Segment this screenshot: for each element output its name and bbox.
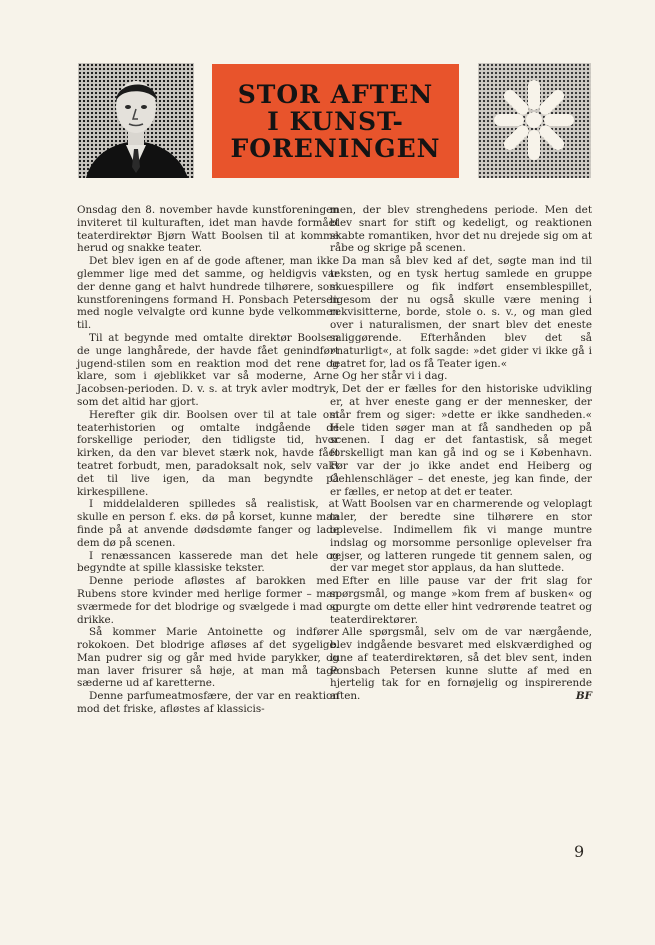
- paragraph: Det blev igen en af de gode aftener, man ikke glemmer lige med det samme, og heldigvis var der denne gang et halvt hundrede tilhørere, som kunstforeningens formand H. Ponsbach Petersen med nogle velvalgte ord kunne byde velkommen til.: [77, 255, 339, 332]
- article-column-left: [77, 204, 339, 716]
- paragraph-text: Alle spørgsmål, selv om de var nærgående, blev indgående besvaret med elskværdighed og lune af teaterdirektøren, så det blev sent, inden Ponsbach Petersen kunne slutte af med en hjertelig tak for en fornøjelig og inspirerende aften.: [330, 626, 592, 703]
- paragraph: Så kommer Marie Antoinette og indfører rokokoen. Det blodrige afløses af det sygelige. Man pudrer sig og går med hvide parykker, og man laver frisurer så høje, at man må tage sæderne ud af karetterne.: [77, 626, 339, 690]
- article-column-right: [330, 204, 592, 703]
- paragraph: Watt Boolsen var en charmerende og veloplagt taler, der beredte sine tilhørere en stor oplevelse. Indimellem fik vi mange muntre indslag og morsomme personlige oplevelser fra rejser, og latteren rungede tit gennem salen, og der var meget stor applaus, da han sluttede.: [330, 498, 592, 575]
- paragraph-last: [330, 626, 592, 703]
- title-line: STOR AFTEN: [237, 79, 434, 109]
- author-signature: BF: [575, 690, 592, 703]
- paragraph: Efter en lille pause var der frit slag for spørgsmål, og mange »kom frem af busken« og spurgte om dette eller hint vedrørende teatret og teaterdirektører.: [330, 575, 592, 626]
- paragraph: Da man så blev ked af det, søgte man ind til teksten, og en tysk hertug samlede en gruppe skuespillere og fik indført ensemblespillet, ligesom der nu også skulle være mening i rekvisitterne, borde, stole o. s. v., og man gled over i naturalismen, der snart blev det eneste saliggørende. Efterhånden blev det så »naturligt«, at folk sagde: »det gider vi ikke gå i teatret for, lad os få Teater igen.«: [330, 255, 592, 370]
- paragraph: I middelalderen spilledes så realistisk, at skulle en person f. eks. dø på korset, kunne man finde på at anvende dødsdømte fanger og lade dem dø på scenen.: [77, 498, 339, 549]
- paragraph: Og her står vi i dag.: [342, 370, 448, 383]
- paragraph: men, der blev strenghedens periode. Men det blev snart for stift og kedeligt, og reaktionen skabte romantiken, hvor det nu drejede sig om at råbe og skrige på scenen.: [330, 204, 592, 255]
- portrait-photo: [78, 63, 194, 178]
- title-line: FORENINGEN: [230, 133, 441, 163]
- paragraph: Det der er fælles for den historiske udvikling er, at hver eneste gang er der mennesker, der står frem og siger: »dette er ikke sandheden.« Hele tiden søger man at få sandheden op på scenen. I dag er det fantastisk, så meget forskelligt man kan gå ind og se i København. Før var der jo ikke andet end Heiberg og Oehlenschläger – det eneste, jeg kan finde, der er fælles, er netop at det er teater.: [330, 383, 592, 498]
- asterisk-star-image: [478, 63, 591, 178]
- paragraph: I renæssancen kasserede man det hele og begyndte at spille klassiske tekster.: [77, 549, 339, 575]
- paragraph: Herefter gik dir. Boolsen over til at tale om teaterhistorien og omtalte indgående de forskellige perioder, den tidligste tid, hvor kirken, da den var blevet stærk nok, havde fået teatret forbudt, men, paradoksalt nok, selv vakt det til live igen, da man begyndte på kirkespillene.: [77, 408, 339, 498]
- paragraph: Til at begynde med omtalte direktør Boolsen de unge langhårede, der havde fået genindført jugend-stilen som en reaktion mod det rene og klare, som i øjeblikket var så moderne, Arne Jacobsen-perioden. D. v. s. at tryk avler modtryk, som det altid har gjort.: [77, 331, 339, 408]
- portrait-illustration: [78, 63, 194, 178]
- article-title: [212, 64, 459, 178]
- paragraph: Denne parfumeatmosfære, der var en reaktion mod det friske, afløstes af klassicis-: [77, 690, 339, 716]
- title-line: I KUNST-: [267, 106, 404, 136]
- page-number: 9: [574, 842, 585, 861]
- paragraph: Denne periode afløstes af barokken med Rubens store kvinder med herlige former – man sværmede for det blodrige og svælgede i mad og drikke.: [77, 575, 339, 626]
- paragraph: Onsdag den 8. november havde kunstforeningen inviteret til kulturaften, idet man havde formået teaterdirektør Bjørn Watt Boolsen til at komme herud og snakke teater.: [77, 204, 339, 255]
- asterisk-star-icon: [478, 63, 591, 178]
